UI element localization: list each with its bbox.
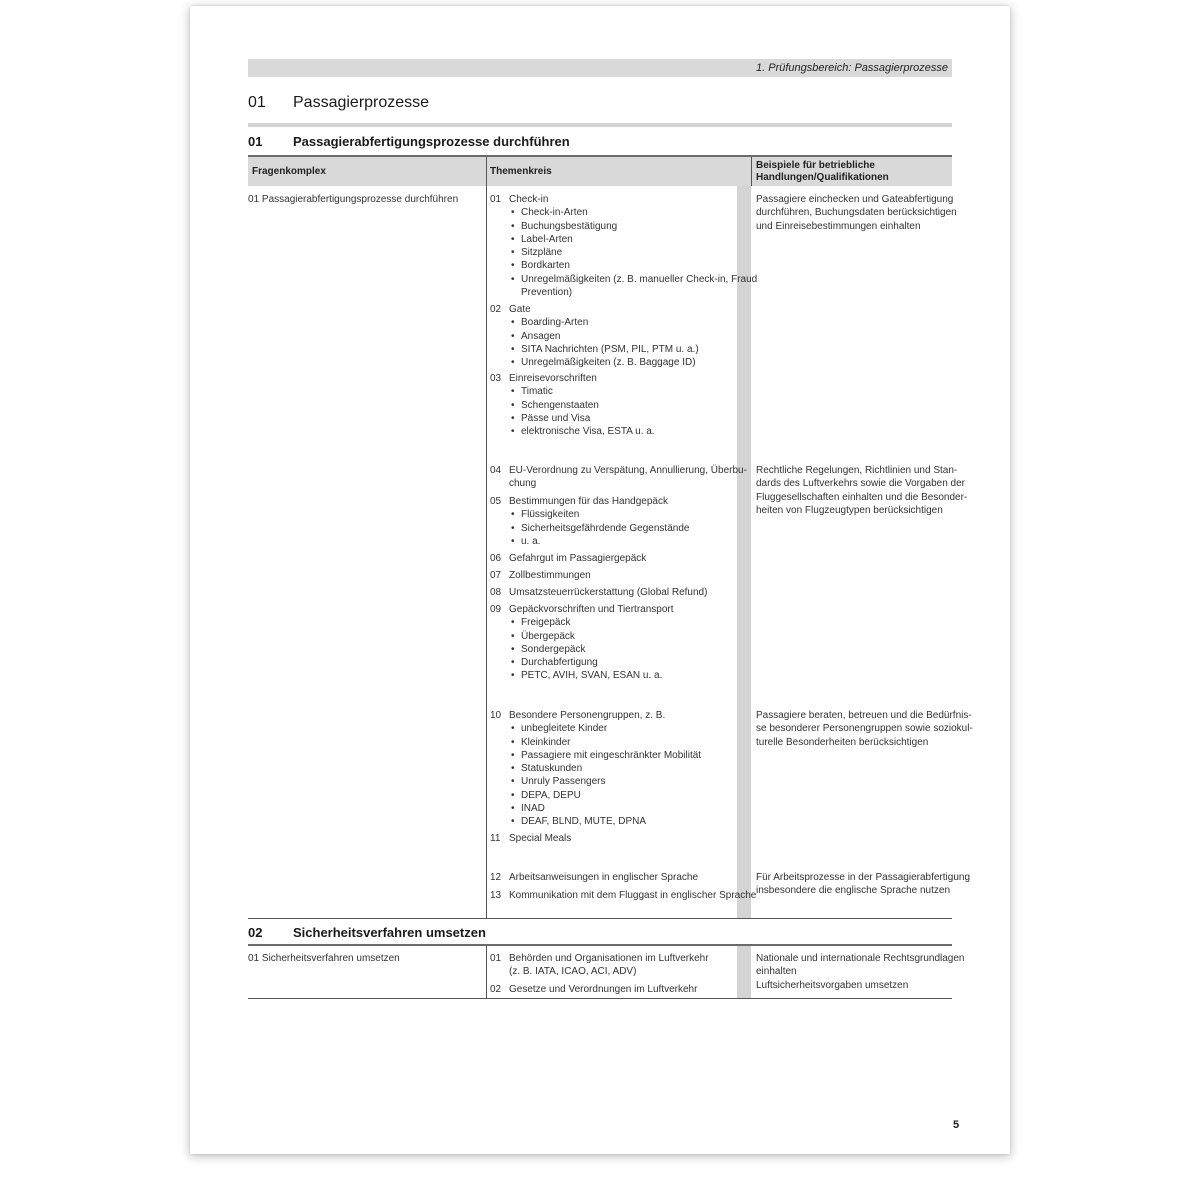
thema-title: Behörden und Organisationen im Luftverkehr bbox=[509, 953, 709, 964]
thema-number: 13 bbox=[490, 890, 502, 901]
list-item: • Unruly Passengers bbox=[509, 775, 701, 788]
beispiel-line: Luftsicherheitsvorgaben umsetzen bbox=[756, 979, 909, 991]
list-item: • Check-in-Arten bbox=[509, 206, 757, 219]
list-item: • Freigepäck bbox=[509, 616, 662, 629]
thema-09 bbox=[490, 603, 735, 683]
beispiel-line: turelle Besonderheiten berücksichtigen bbox=[756, 736, 929, 748]
column-header-themenkreis: Themenkreis bbox=[490, 166, 552, 177]
thema-12 bbox=[490, 871, 735, 885]
beispiel-block-s2 bbox=[756, 952, 964, 992]
thema-list bbox=[509, 385, 655, 438]
thema-title: Umsatzsteuerrückerstattung (Global Refund) bbox=[509, 587, 708, 598]
thema-title: Check-in bbox=[509, 194, 549, 205]
thema-01 bbox=[490, 193, 758, 301]
thema-04 bbox=[490, 464, 747, 491]
list-item: • PETC, AVIH, SVAN, ESAN u. a. bbox=[509, 669, 662, 682]
list-item: • Bordkarten bbox=[509, 259, 757, 272]
thema-title: Gesetze und Verordnungen im Luftverkehr bbox=[509, 984, 698, 995]
thema-title: Arbeitsanweisungen in englischer Sprache bbox=[509, 872, 699, 883]
fragenkomplex-cell: 01 Passagierabfertigungsprozesse durchführen bbox=[248, 194, 459, 205]
list-item: • u. a. bbox=[509, 535, 689, 548]
list-item: • Passagiere mit eingeschränkter Mobilität bbox=[509, 749, 701, 762]
thema-number: 07 bbox=[490, 570, 502, 581]
list-item: • Kleinkinder bbox=[509, 736, 701, 749]
column-shade bbox=[737, 946, 751, 998]
thema-title-continuation: (z. B. IATA, ICAO, ACI, ADV) bbox=[509, 966, 637, 978]
divider bbox=[248, 998, 952, 999]
list-item: • unbegleitete Kinder bbox=[509, 722, 701, 735]
section-2-title: Sicherheitsverfahren umsetzen bbox=[293, 925, 486, 940]
thema-s2-01 bbox=[490, 952, 735, 979]
thema-number: 02 bbox=[490, 304, 502, 315]
thema-10 bbox=[490, 709, 735, 829]
list-item: • elektronische Visa, ESTA u. a. bbox=[509, 425, 655, 438]
thema-title: Einreisevorschriften bbox=[509, 373, 597, 384]
page-title-text: Passagierprozesse bbox=[293, 94, 430, 111]
thema-number: 01 bbox=[490, 194, 502, 205]
thema-list bbox=[509, 508, 689, 548]
list-item: • Sitzpläne bbox=[509, 246, 757, 259]
list-item: • Pässe und Visa bbox=[509, 412, 655, 425]
thema-list bbox=[509, 316, 699, 369]
thema-number: 09 bbox=[490, 604, 502, 615]
column-header-beispiele-line2: Handlungen/Qualifikationen bbox=[756, 172, 889, 183]
list-item: • DEPA, DEPU bbox=[509, 789, 701, 802]
list-item: • Durchabfertigung bbox=[509, 656, 662, 669]
beispiel-line: insbesondere die englische Sprache nutzen bbox=[756, 885, 951, 897]
beispiel-line: Fluggesellschaften einhalten und die Besonder- bbox=[756, 491, 968, 503]
thema-list bbox=[509, 722, 701, 828]
beispiel-block-3 bbox=[756, 709, 973, 749]
thema-s2-02 bbox=[490, 983, 735, 997]
thema-02 bbox=[490, 303, 735, 370]
beispiel-line: Passagiere beraten, betreuen und die Bedürfnis- bbox=[756, 710, 972, 721]
divider bbox=[248, 918, 952, 919]
divider bbox=[248, 123, 952, 127]
thema-number: 12 bbox=[490, 872, 502, 883]
fragenkomplex-cell: 01 Sicherheitsverfahren umsetzen bbox=[248, 953, 400, 964]
beispiel-line: durchführen, Buchungsdaten berücksichtigen bbox=[756, 207, 957, 219]
beispiel-block-1 bbox=[756, 193, 957, 233]
thema-03 bbox=[490, 372, 735, 439]
page-number: 5 bbox=[953, 1119, 960, 1131]
beispiel-line: und Einreisebestimmungen einhalten bbox=[756, 220, 921, 232]
thema-11 bbox=[490, 832, 735, 846]
beispiel-line: Passagiere einchecken und Gateabfertigung bbox=[756, 194, 954, 205]
thema-05 bbox=[490, 495, 735, 549]
divider bbox=[248, 944, 952, 946]
list-item: • Boarding-Arten bbox=[509, 316, 699, 329]
section-1-title: Passagierabfertigungsprozesse durchführen bbox=[293, 134, 570, 149]
section-heading-1 bbox=[248, 134, 952, 150]
beispiel-line: Rechtliche Regelungen, Richtlinien und Stan- bbox=[756, 465, 958, 476]
thema-title: Zollbestimmungen bbox=[509, 570, 591, 581]
thema-title: Gefahrgut im Passagiergepäck bbox=[509, 553, 647, 564]
beispiel-line: dards des Luftverkehrs sowie die Vorgaben der bbox=[756, 478, 966, 490]
thema-title: Special Meals bbox=[509, 833, 572, 844]
thema-title: Kommunikation mit dem Fluggast in englischer Sprache bbox=[509, 890, 757, 901]
list-item-continuation: Prevention) bbox=[521, 287, 573, 299]
beispiel-line: einhalten bbox=[756, 966, 797, 978]
page-title-number: 01 bbox=[248, 94, 266, 111]
thema-title: Bestimmungen für das Handgepäck bbox=[509, 496, 668, 507]
thema-number: 05 bbox=[490, 496, 502, 507]
thema-title: Gepäckvorschriften und Tiertransport bbox=[509, 604, 674, 615]
list-item: • Unregelmäßigkeiten (z. B. Baggage ID) bbox=[509, 356, 699, 369]
thema-number: 06 bbox=[490, 553, 502, 564]
beispiel-line: heiten von Flugzeugtypen berücksichtigen bbox=[756, 504, 943, 516]
thema-title: Gate bbox=[509, 304, 531, 315]
list-item: • Sondergepäck bbox=[509, 643, 662, 656]
list-item: • SITA Nachrichten (PSM, PIL, PTM u. a.) bbox=[509, 343, 699, 356]
column-divider bbox=[486, 946, 487, 999]
thema-title: EU-Verordnung zu Verspätung, Annullierung, Überbu- bbox=[509, 465, 747, 476]
table-header bbox=[248, 157, 952, 186]
beispiel-line: Für Arbeitsprozesse in der Passagierabfertigung bbox=[756, 872, 971, 883]
running-header: 1. Prüfungsbereich: Passagierprozesse bbox=[248, 59, 952, 77]
beispiel-line: se besonderer Personengruppen sowie soziokul- bbox=[756, 723, 973, 735]
column-divider bbox=[751, 157, 752, 186]
thema-number: 01 bbox=[490, 953, 502, 964]
thema-06 bbox=[490, 552, 735, 566]
page-title bbox=[248, 93, 952, 113]
beispiel-block-4 bbox=[756, 871, 970, 898]
list-item: • INAD bbox=[509, 802, 701, 815]
thema-13 bbox=[490, 889, 757, 903]
thema-number: 03 bbox=[490, 373, 502, 384]
column-divider bbox=[486, 157, 487, 919]
list-item: • Label-Arten bbox=[509, 233, 757, 246]
column-header-beispiele-line1: Beispiele für betriebliche bbox=[756, 160, 875, 171]
list-item: • Unregelmäßigkeiten (z. B. manueller Check-in, Fraud bbox=[509, 273, 757, 286]
list-item: • DEAF, BLND, MUTE, DPNA bbox=[509, 815, 701, 828]
thema-number: 08 bbox=[490, 587, 502, 598]
beispiel-line: Nationale und internationale Rechtsgrundlagen bbox=[756, 953, 965, 964]
list-item: • Flüssigkeiten bbox=[509, 508, 689, 521]
section-heading-2 bbox=[248, 925, 952, 941]
column-shade bbox=[737, 186, 751, 918]
thema-title: Besondere Personengruppen, z. B. bbox=[509, 710, 666, 721]
thema-08 bbox=[490, 586, 735, 600]
thema-number: 04 bbox=[490, 465, 502, 476]
list-item: • Sicherheitsgefährdende Gegenstände bbox=[509, 522, 689, 535]
column-header-fragenkomplex: Fragenkomplex bbox=[252, 166, 326, 177]
beispiel-block-2 bbox=[756, 464, 967, 517]
list-item: • Timatic bbox=[509, 385, 655, 398]
thema-number: 11 bbox=[490, 833, 501, 844]
list-item: • Statuskunden bbox=[509, 762, 701, 775]
thema-title-continuation: chung bbox=[509, 478, 537, 490]
thema-list bbox=[509, 206, 757, 286]
section-1-number: 01 bbox=[248, 134, 263, 149]
section-2-number: 02 bbox=[248, 925, 263, 940]
list-item: • Buchungsbestätigung bbox=[509, 220, 757, 233]
list-item: • Schengenstaaten bbox=[509, 399, 655, 412]
thema-07 bbox=[490, 569, 735, 583]
thema-list bbox=[509, 616, 662, 682]
thema-number: 02 bbox=[490, 984, 502, 995]
list-item: • Übergepäck bbox=[509, 630, 662, 643]
thema-number: 10 bbox=[490, 710, 502, 721]
list-item: • Ansagen bbox=[509, 330, 699, 343]
